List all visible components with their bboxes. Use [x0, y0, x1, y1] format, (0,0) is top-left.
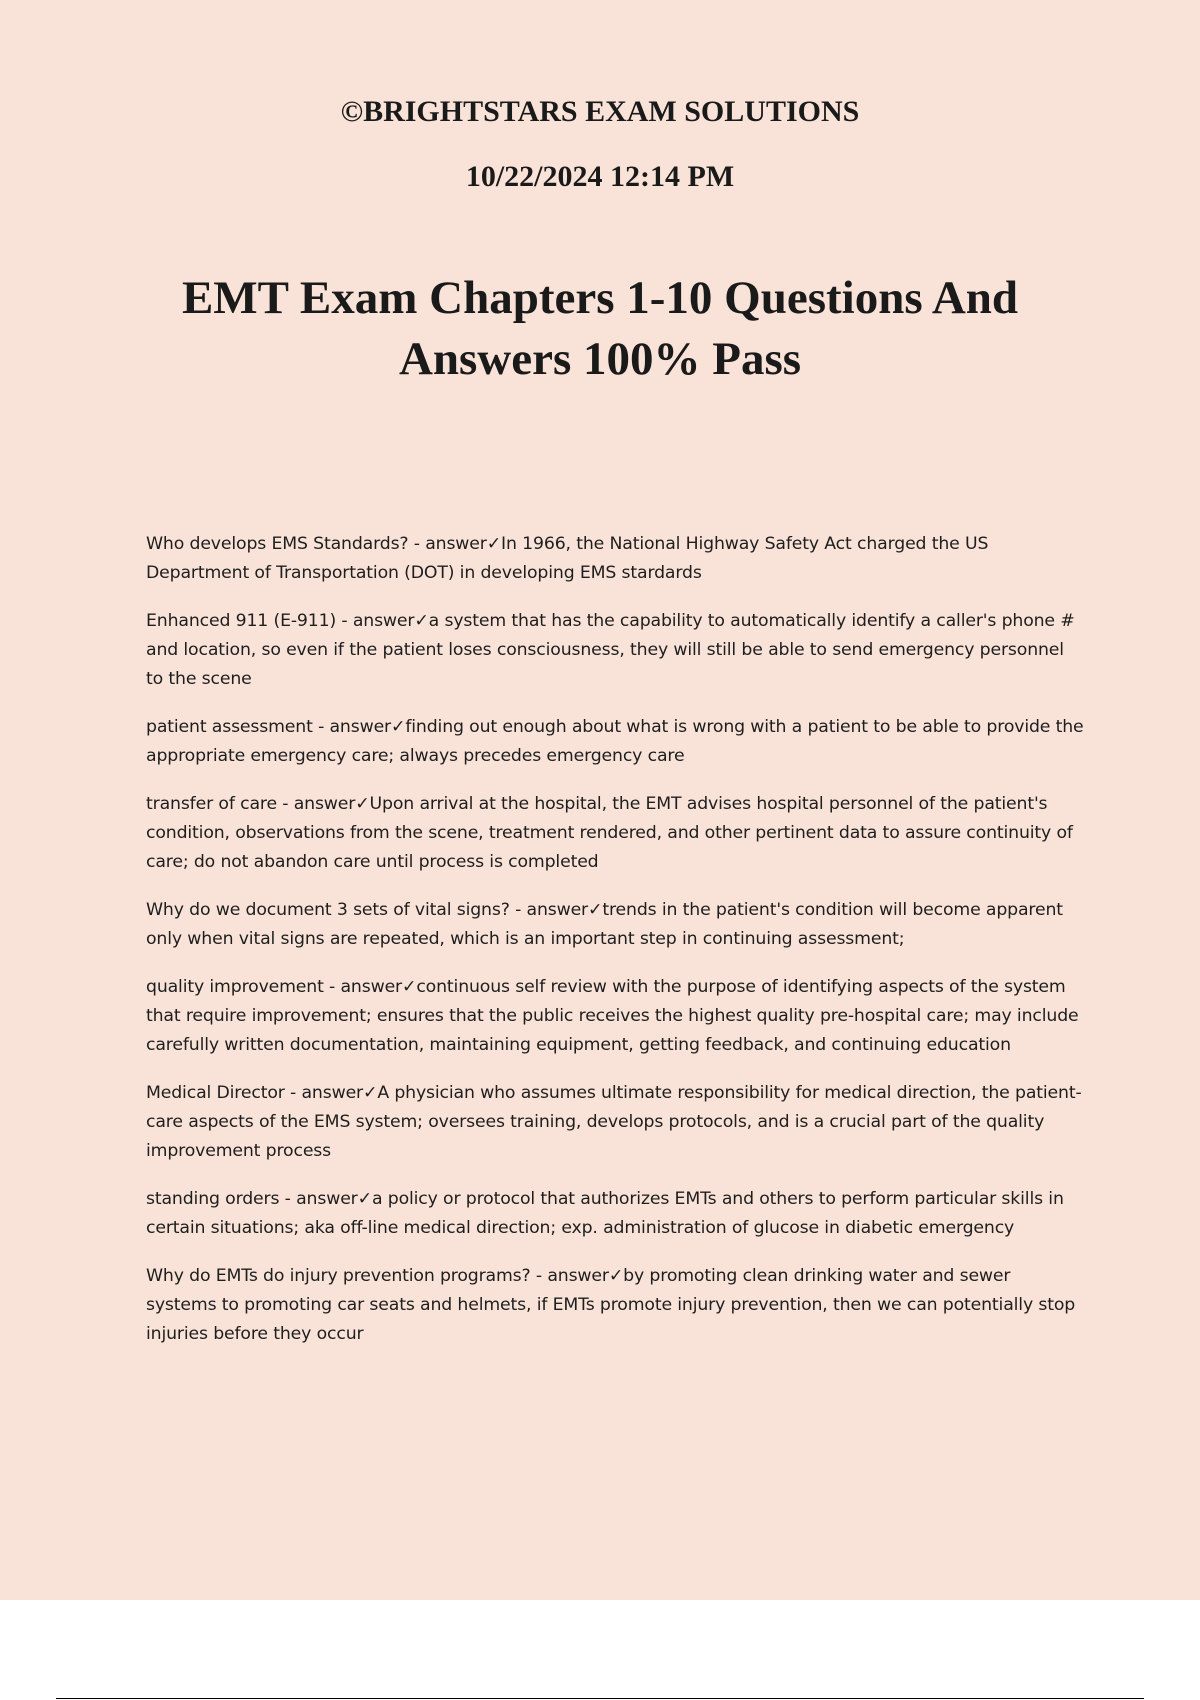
qa-item: patient assessment - answer✓finding out enough about what is wrong with a patient to be able to provide the appropriate emergency care; always precedes emergency care [146, 717, 1084, 766]
qa-item: Medical Director - answer✓A physician who assumes ultimate responsibility for medical direction, the patient-care aspects of the EMS system; oversees training, develops protocols, and is a crucial part of the quality improvement process [146, 1083, 1082, 1161]
footer-divider [56, 1698, 1144, 1699]
qa-item: quality improvement - answer✓continuous self review with the purpose of identifying aspects of the system that require improvement; ensures that the public receives the highest quality pre-hospital care; may include carefully written documentation, maintaining equipment, getting feedback, and continuing education [146, 977, 1079, 1055]
qa-item: Who develops EMS Standards? - answer✓In 1966, the National Highway Safety Act charged the US Department of Transportation (DOT) in developing EMS stardards [146, 534, 989, 583]
qa-item: Enhanced 911 (E-911) - answer✓a system that has the capability to automatically identify a caller's phone # and location, so even if the patient loses consciousness, they will still be able to send emergency personnel to the scene [146, 611, 1075, 689]
document-title: EMT Exam Chapters 1-10 Questions And Answers 100% Pass [181, 272, 1019, 385]
qa-item: Why do we document 3 sets of vital signs? - answer✓trends in the patient's condition will become apparent only when vital signs are repeated, which is an important step in continuing assessment; [146, 900, 1063, 949]
qa-item: Why do EMTs do injury prevention programs? - answer✓by promoting clean drinking water and sewer systems to promoting car seats and helmets, if EMTs promote injury prevention, then we can potentially stop injuries before they occur [146, 1266, 1076, 1344]
qa-item: transfer of care - answer✓Upon arrival at the hospital, the EMT advises hospital personnel of the patient's condition, observations from the scene, treatment rendered, and other pertinent data to assure continuity of care; do not abandon care until process is completed [146, 794, 1073, 872]
timestamp-header: 10/22/2024 12:14 PM [465, 160, 735, 193]
page-footer [0, 1600, 1200, 1700]
qa-item: standing orders - answer✓a policy or protocol that authorizes EMTs and others to perform particular skills in certain situations; aka off-line medical direction; exp. administration of glucose in diabetic emergency [146, 1189, 1064, 1238]
qa-list [146, 530, 1086, 1368]
brand-header: ©BRIGHTSTARS EXAM SOLUTIONS [340, 95, 860, 128]
